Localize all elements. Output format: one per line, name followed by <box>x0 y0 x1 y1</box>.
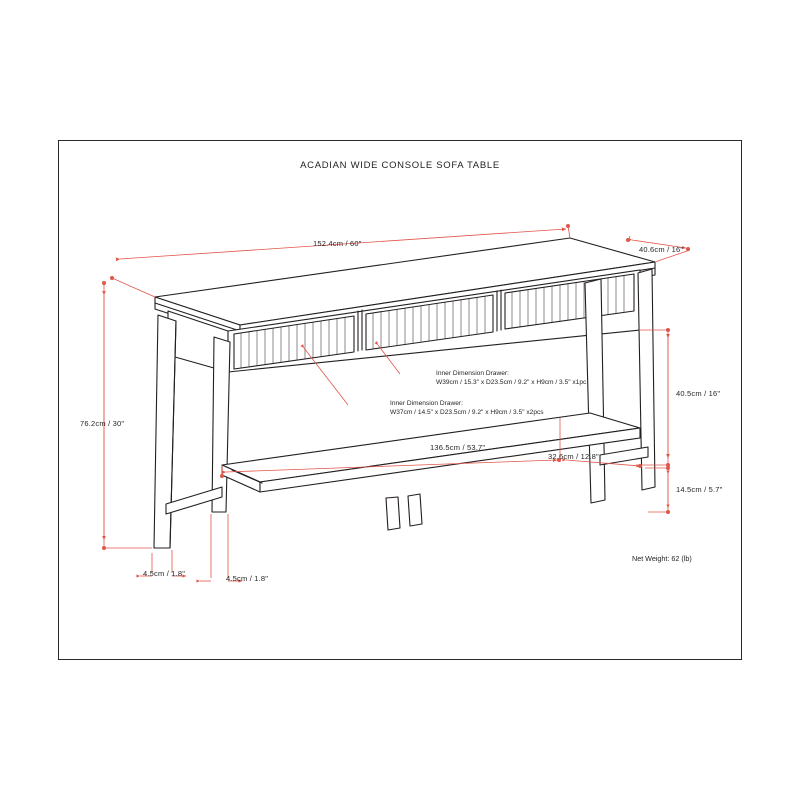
note-drawer-double <box>390 399 544 417</box>
dimension-depth-top: 40.6cm / 16" <box>639 245 684 254</box>
dimension-shelf-depth: 32.6cm / 12.8" <box>548 452 599 461</box>
dimension-height-left: 76.2cm / 30" <box>80 419 125 428</box>
dimension-shelf-height: 14.5cm / 5.7" <box>676 485 723 494</box>
dimension-shelf-width: 136.5cm / 53.7" <box>430 443 486 452</box>
note-drawer-double-line1: Inner Dimension Drawer: <box>390 400 463 407</box>
dimension-leg-clearance: 40.5cm / 16" <box>676 389 721 398</box>
dimension-foot-left: 4.5cm / 1.8" <box>143 569 186 578</box>
note-drawer-single <box>436 369 586 387</box>
note-drawer-single-line2: W39cm / 15.3" x D23.5cm / 9.2" x H9cm / 3.5" x1pc <box>436 379 587 386</box>
note-drawer-double-line2: W37cm / 14.5" x D23.5cm / 9.2" x H9cm / 3.5" x2pcs <box>390 409 544 416</box>
note-drawer-single-line1: Inner Dimension Drawer: <box>436 370 509 377</box>
net-weight-label: Net Weight: 62 (lb) <box>632 554 692 563</box>
dimension-width-top: 152.4cm / 60" <box>313 239 362 248</box>
page-title: ACADIAN WIDE CONSOLE SOFA TABLE <box>300 160 500 171</box>
dimension-foot-right: 4.5cm / 1.8" <box>226 574 269 583</box>
